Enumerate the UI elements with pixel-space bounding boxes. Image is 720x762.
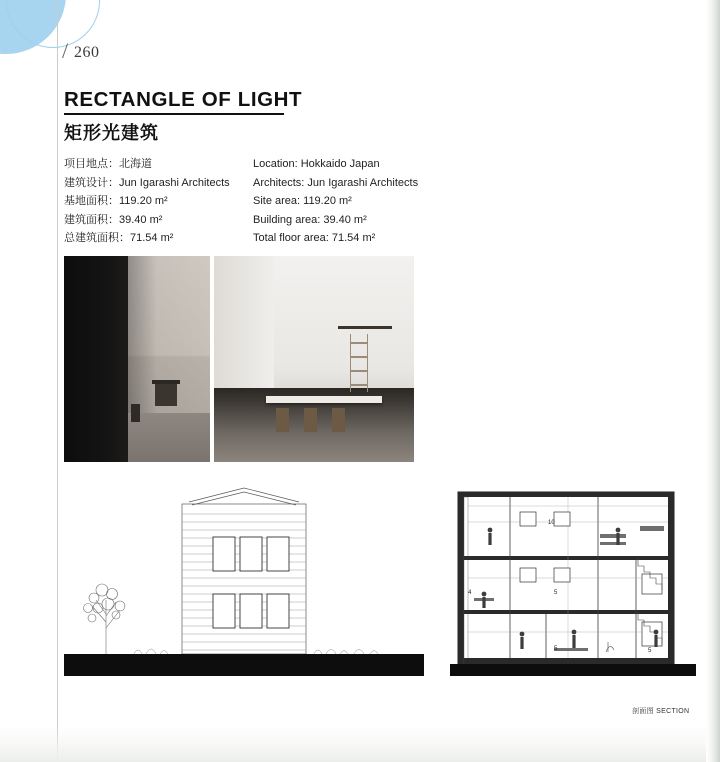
page-title-english: RECTANGLE OF LIGHT bbox=[64, 88, 303, 111]
room-number-5b: 5 bbox=[554, 646, 558, 652]
project-meta-english bbox=[253, 155, 418, 248]
room-number-5a: 5 bbox=[554, 590, 558, 596]
room-number-10: 10 bbox=[548, 520, 555, 526]
meta-cn-site-area: 基地面积：119.20 m² bbox=[64, 195, 168, 208]
meta-en-building-area: Building area: 39.40 m² bbox=[253, 213, 367, 226]
photo-floor bbox=[128, 413, 210, 462]
project-meta-chinese bbox=[64, 155, 230, 248]
meta-en-architects: Architects: Jun Igarashi Architects bbox=[253, 176, 419, 189]
meta-cn-architects: 建筑设计：Jun Igarashi Architects bbox=[64, 176, 230, 189]
section-ground bbox=[450, 664, 696, 676]
interior-dining-room-photo bbox=[214, 256, 414, 462]
meta-en-site-area: Site area: 119.20 m² bbox=[253, 195, 352, 208]
photo-object bbox=[131, 404, 140, 422]
page-margin-rule bbox=[57, 0, 58, 762]
meta-cn-total-floor-area: 总建筑面积：71.54 m² bbox=[64, 232, 174, 245]
page-right-shading bbox=[706, 0, 720, 762]
section-caption bbox=[632, 706, 689, 716]
room-number-5c: 5 bbox=[648, 648, 652, 654]
elevation-tree bbox=[84, 584, 126, 654]
photo-wall-desk bbox=[338, 326, 392, 329]
page-bottom-shading bbox=[0, 726, 720, 762]
section-room-numbers bbox=[468, 520, 652, 654]
interior-dark-corridor-photo bbox=[64, 256, 210, 462]
photo-ladder bbox=[350, 334, 368, 392]
meta-cn-building-area: 建筑面积：39.40 m² bbox=[64, 213, 163, 226]
page-number-slash: / bbox=[62, 38, 69, 63]
photo-chair bbox=[304, 408, 317, 432]
page-title-chinese: 矩形光建筑 bbox=[64, 123, 159, 143]
photo-dining-table bbox=[266, 396, 382, 403]
room-number-4: 4 bbox=[468, 590, 472, 596]
building-elevation-drawing bbox=[64, 482, 424, 682]
section-caption-cn: 剖面图 bbox=[632, 708, 654, 715]
photo-stool bbox=[155, 380, 177, 406]
meta-cn-location: 项目地点：北海道 bbox=[64, 158, 152, 170]
meta-en-location: Location: Hokkaido Japan bbox=[253, 158, 380, 170]
elevation-svg bbox=[64, 482, 424, 682]
section-scale-figures bbox=[482, 528, 659, 649]
page-number: 260 bbox=[74, 44, 100, 61]
photo-chair bbox=[332, 408, 345, 432]
building-section-drawing bbox=[450, 482, 696, 692]
photo-dark-wall bbox=[64, 256, 128, 462]
elevation-ground bbox=[64, 654, 424, 676]
section-caption-en: SECTION bbox=[656, 708, 690, 715]
meta-en-total-floor-area: Total floor area: 71.54 m² bbox=[253, 232, 376, 245]
section-svg bbox=[450, 482, 696, 692]
title-underline bbox=[64, 113, 284, 115]
photo-chair bbox=[276, 408, 289, 432]
